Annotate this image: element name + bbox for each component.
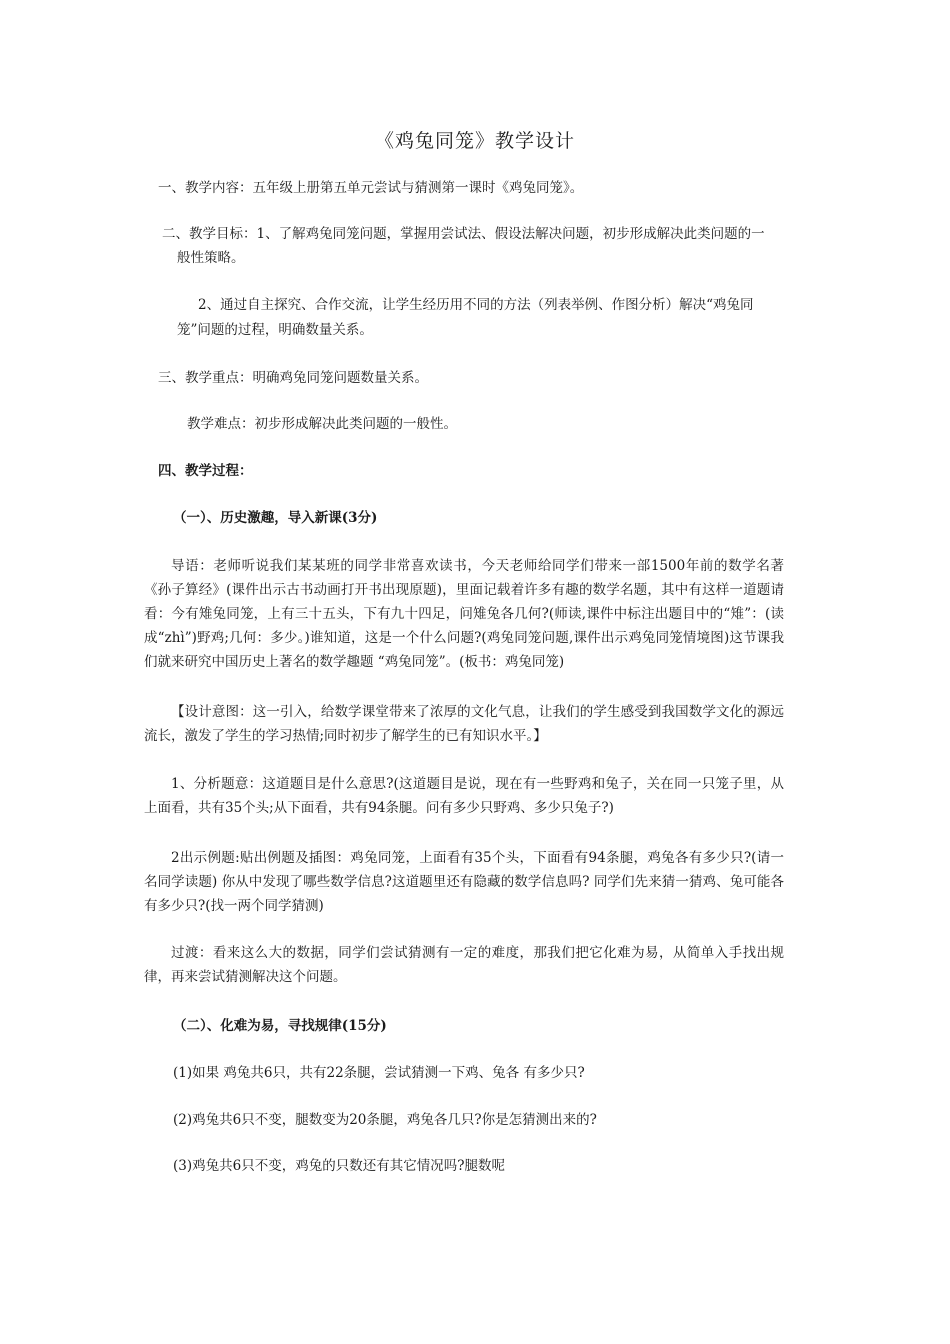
teaching-content: 一、教学内容：五年级上册第五单元尝试与猜测第一课时《鸡兔同笼》。 (158, 180, 584, 196)
process-heading: 四、教学过程： (158, 463, 253, 479)
teaching-goal-2-cont: 笼”问题的过程，明确数量关系。 (177, 322, 373, 338)
design-intent-paragraph: 【设计意图：这一引入，给数学课堂带来了浓厚的文化气息，让我们的学生感受到我国数学文化的源远流长，激发了学生的学习热情;同时初步了解学生的已有知识水平。】 (144, 704, 784, 744)
question-2: (2)鸡兔共6只不变，腿数变为20条腿，鸡兔各几只?你是怎猜测出来的? (173, 1112, 597, 1128)
difficulty-point: 教学难点：初步形成解决此类问题的一般性。 (187, 416, 457, 432)
question-3: (3)鸡兔共6只不变，鸡兔的只数还有其它情况吗?腿数呢 (173, 1158, 505, 1174)
document-title: 《鸡兔同笼》教学设计 (374, 130, 575, 152)
section-2-heading: （二）、化难为易，寻找规律(15分) (173, 1018, 387, 1034)
section-1-heading: （一）、历史激趣，导入新课(3分) (173, 510, 378, 526)
teaching-goal-1: 二、教学目标：1、了解鸡兔同笼问题，掌握用尝试法、假设法解决问题，初步形成解决此类问题的一 (162, 226, 765, 242)
example-paragraph: 2出示例题:贴出例题及插图：鸡兔同笼，上面看有35个头，下面看有94条腿，鸡兔各有多少只?(请一名同学读题) 你从中发现了哪些数学信息?这道题里还有隐藏的数学信息吗? 同学们先来猜一猜鸡、兔可能各有多少只?(找一两个同学猜测) (144, 850, 784, 914)
question-1: (1)如果 鸡兔共6只，共有22条腿，尝试猜测一下鸡、兔各 有多少只? (173, 1065, 585, 1081)
intro-paragraph: 导语：老师听说我们某某班的同学非常喜欢读书，今天老师给同学们带来一部1500年前的数学名著《孙子算经》(课件出示古书动画打开书出现原题)，里面记载着许多有趣的数学名题，其中有这样一道题请看：今有雉兔同笼，上有三十五头，下有九十四足，问雉兔各几何?(师读,课件中标注出题目中的“雉”：(读成“zhì”)野鸡;几何：多少。)谁知道，这是一个什么问题?(鸡兔同笼问题,课件出示鸡兔同笼情境图)这节课我们就来研究中国历史上著名的数学趣题 “鸡兔同笼”。(板书：鸡兔同笼) (144, 558, 784, 670)
teaching-goal-2: 2、通过自主探究、合作交流，让学生经历用不同的方法（列表举例、作图分析）解决“鸡兔同 (198, 297, 754, 313)
teaching-goal-1-cont: 般性策略。 (177, 250, 245, 266)
analysis-paragraph: 1、分析题意：这道题目是什么意思?(这道题目是说，现在有一些野鸡和兔子，关在同一只笼子里，从上面看，共有35个头;从下面看，共有94条腿。问有多少只野鸡、多少只兔子?) (144, 776, 784, 816)
transition-paragraph: 过渡：看来这么大的数据，同学们尝试猜测有一定的难度，那我们把它化难为易，从简单入手找出规律，再来尝试猜测解决这个问题。 (144, 945, 784, 985)
key-point: 三、教学重点：明确鸡兔同笼问题数量关系。 (158, 370, 428, 386)
